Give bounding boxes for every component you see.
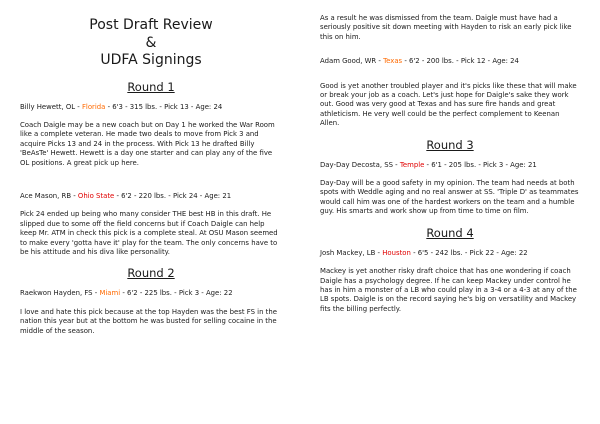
player-name: Day-Day Decosta, SS - bbox=[320, 160, 400, 169]
title-line-3: UDFA Signings bbox=[100, 52, 202, 68]
player-line-good bbox=[320, 57, 580, 66]
round-1-heading: Round 1 bbox=[127, 79, 175, 94]
title-line-2: & bbox=[145, 34, 157, 51]
school-name: Texas bbox=[383, 57, 403, 66]
player-line-hayden bbox=[20, 289, 282, 298]
player-details: - 6'1 - 205 lbs. - Pick 3 - Age: 21 bbox=[424, 160, 537, 169]
school-name: Temple bbox=[399, 160, 425, 169]
player-summary-decosta: Day-Day will be a good safety in my opinion. The team had needs at both spots with Weddle aging and no real answer at SS. 'Triple D' as teammates would call him was one of the hardest workers on the team and a humble guy. His smarts and work show up from time to time on film. bbox=[320, 179, 579, 216]
player-name: Ace Mason, RB - bbox=[20, 191, 78, 200]
player-line-mason bbox=[20, 192, 282, 201]
player-name: Billy Hewett, OL - bbox=[20, 102, 82, 111]
round-4-heading: Round 4 bbox=[426, 225, 474, 240]
player-details: - 6'5 - 242 lbs. - Pick 22 - Age: 22 bbox=[410, 248, 528, 257]
right-column bbox=[320, 14, 580, 323]
player-details: - 6'2 - 200 lbs. - Pick 12 - Age: 24 bbox=[402, 57, 519, 66]
school-name: Miami bbox=[99, 289, 121, 298]
round-3-heading: Round 3 bbox=[426, 137, 474, 152]
player-summary-mason: Pick 24 ended up being who many consider THE best HB in this draft. He slipped due to some off the field concerns but if Coach Daigle can help keep Mr. ATM in check this pick is a complete steal. At OSU Mason seemed to make every 'gotta have it' play for the team. The only concerns have to be his attitude and his diva like personality. bbox=[20, 210, 278, 256]
player-line-hewett bbox=[20, 103, 282, 112]
school-name: Ohio State bbox=[77, 191, 115, 200]
player-name: Adam Good, WR - bbox=[320, 57, 384, 66]
player-details: - 6'2 - 220 lbs. - Pick 24 - Age: 21 bbox=[114, 191, 232, 200]
hayden-summary-continued: As a result he was dismissed from the team. Daigle must have had a seriously positive sit down meeting with Hayden to risk an early pick like this on him. bbox=[320, 14, 572, 41]
player-details: - 6'3 - 315 lbs. - Pick 13 - Age: 24 bbox=[105, 102, 223, 111]
player-line-mackey bbox=[320, 249, 580, 258]
player-summary-hewett: Coach Daigle may be a new coach but on Day 1 he worked the War Room like a complete veteran. He made two deals to move from Pick 3 and acquire Picks 13 and 24 in the process. With Pick 13 he drafted Billy 'BeAsTe' Hewett. Hewett is a day one starter and can play any of the five OL positions. A great pick up here. bbox=[20, 120, 275, 167]
player-name: Raekwon Hayden, FS - bbox=[20, 289, 100, 298]
page-title bbox=[20, 17, 282, 70]
player-name: Josh Mackey, LB - bbox=[320, 248, 383, 257]
title-line-1: Post Draft Review bbox=[89, 17, 213, 33]
left-column bbox=[20, 14, 282, 345]
player-summary-hayden: I love and hate this pick because at the top Hayden was the best FS in the nation this year but at the bottom he was busted for selling cocaine in the middle of the season. bbox=[20, 307, 277, 335]
player-details: - 6'2 - 225 lbs. - Pick 3 - Age: 22 bbox=[120, 289, 233, 298]
school-name: Florida bbox=[81, 102, 106, 111]
school-name: Houston bbox=[382, 248, 411, 257]
round-2-heading: Round 2 bbox=[127, 266, 175, 281]
player-summary-mackey: Mackey is yet another risky draft choice that has one wondering if coach Daigle has a psychology degree. If he can keep Mackey under control he has in him a monster of a LB who could play in a 3-4 or a 4-3 at any of the LB spots. Daigle is on the record saying he's big on versatility and Mackey fits the billing perfectly. bbox=[320, 267, 577, 313]
player-summary-good: Good is yet another troubled player and it's picks like these that will make or break your job as a coach. Let's just hope for Daigle's sake they work out. Good was very good at Texas and has sure fire hands and great athleticism. He very well could be the perfect complement to Keenan Allen. bbox=[320, 81, 577, 128]
player-line-decosta bbox=[320, 161, 580, 170]
